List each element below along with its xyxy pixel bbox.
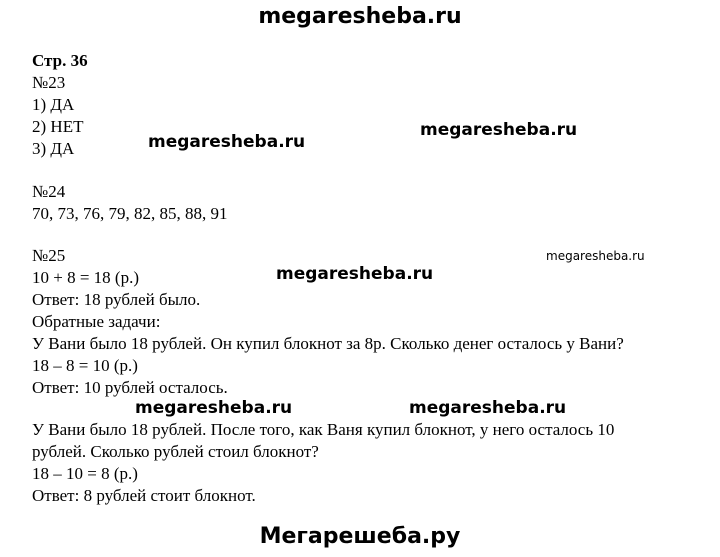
footer-watermark: Мегарешеба.ру [259,524,461,549]
task-25-line: 18 – 8 = 10 (р.) [32,356,138,375]
watermark-lower-right: megaresheba.ru [409,398,567,418]
task-24-number: №24 [32,182,66,201]
task-24-sequence: 70, 73, 76, 79, 82, 85, 88, 91 [32,204,228,223]
watermark-small-right: megaresheba.ru [546,249,645,263]
task-23-number: №23 [32,73,66,92]
watermark-mid-right: megaresheba.ru [420,120,578,140]
task-25-line: У Вани было 18 рублей. Он купил блокнот за 8р. Сколько денег осталось у Вани? [32,334,624,353]
task-25-line: Обратные задачи: [32,312,161,331]
task-25-number: №25 [32,246,66,265]
page-title: Стр. 36 [32,51,88,70]
task-25-line: Ответ: 8 рублей стоит блокнот. [32,486,256,505]
watermark-mid-left: megaresheba.ru [148,132,306,152]
task-25-line: 10 + 8 = 18 (р.) [32,268,139,287]
task-23-answer: 2) НЕТ [32,117,84,136]
task-25-line: рублей. Сколько рублей стоил блокнот? [32,442,319,461]
task-25-line: 18 – 10 = 8 (р.) [32,464,138,483]
task-25-line: Ответ: 18 рублей было. [32,290,201,309]
task-23-answer: 3) ДА [32,139,75,158]
task-25-line: У Вани было 18 рублей. После того, как Ваня купил блокнот, у него осталось 10 [32,420,615,439]
header-watermark: megaresheba.ru [258,4,462,29]
watermark-center: megaresheba.ru [276,264,434,284]
watermark-lower-left: megaresheba.ru [135,398,293,418]
task-25-line: Ответ: 10 рублей осталось. [32,378,228,397]
task-23-answer: 1) ДА [32,95,75,114]
